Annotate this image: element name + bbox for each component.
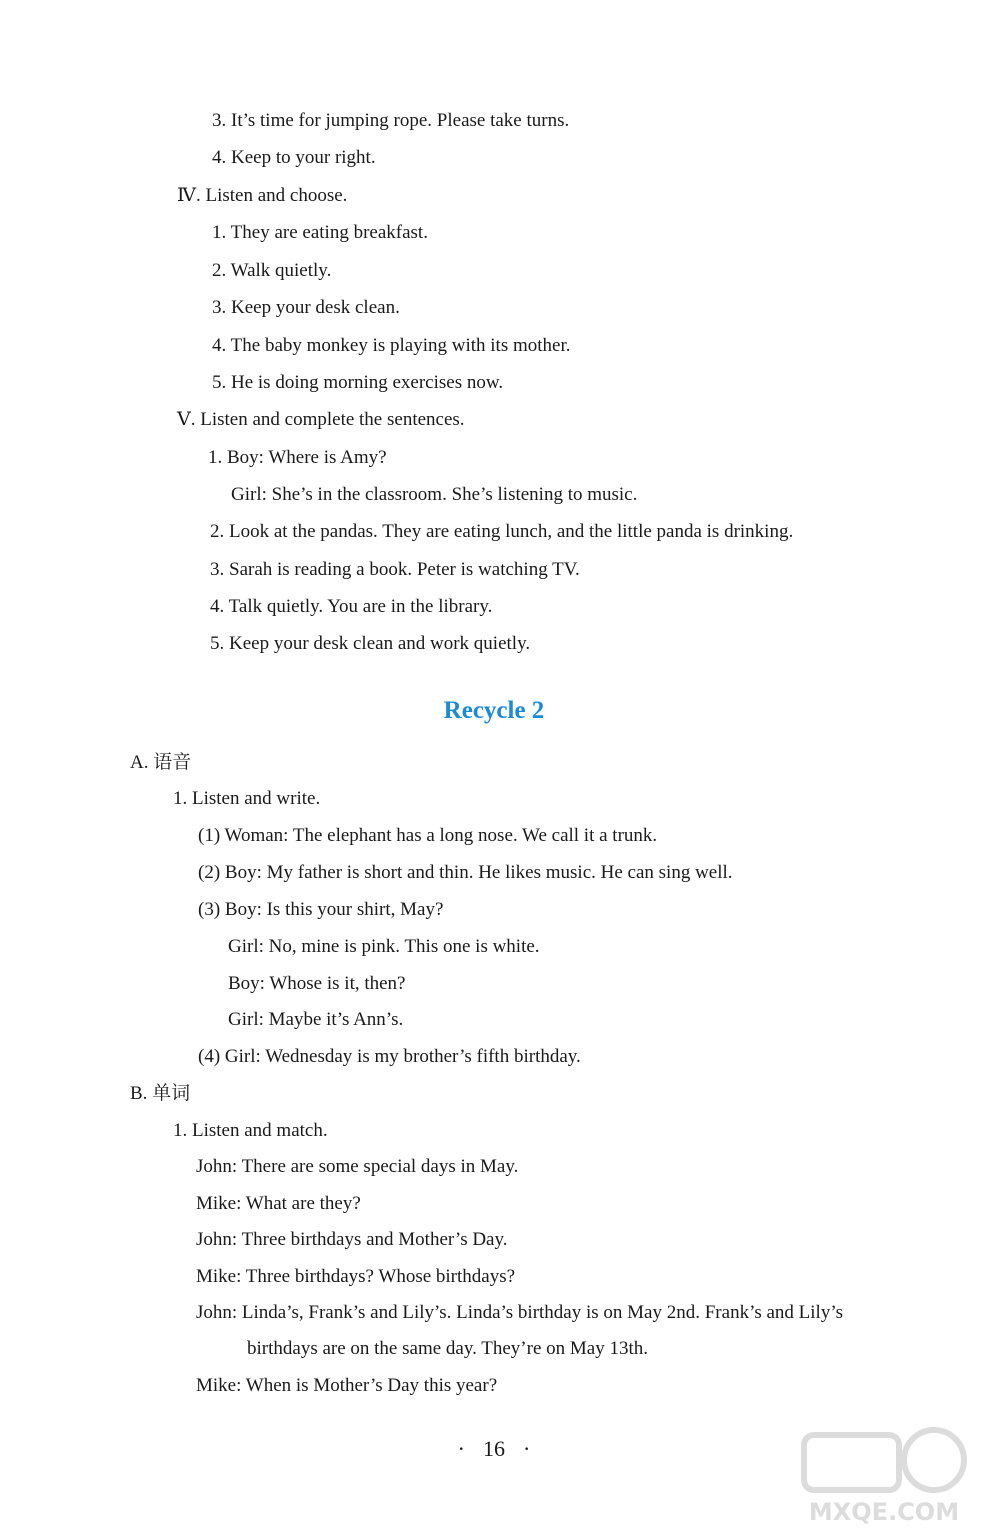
text-line: 5. Keep your desk clean and work quietly. — [210, 633, 531, 654]
page-number-value: 16 — [483, 1436, 505, 1461]
text-line: (2) Boy: My father is short and thin. He likes music. He can sing well. — [198, 862, 733, 883]
text-line: 4. Talk quietly. You are in the library. — [210, 596, 493, 617]
section-b-heading: B. 单词 — [130, 1083, 191, 1104]
text-line: 3. It’s time for jumping rope. Please take turns. — [212, 110, 570, 131]
text-line: birthdays are on the same day. They’re on May 13th. — [247, 1338, 648, 1359]
text-line: John: There are some special days in May. — [196, 1156, 519, 1177]
text-line: John: Linda’s, Frank’s and Lily’s. Linda’s birthday is on May 2nd. Frank’s and Lily’s — [196, 1302, 844, 1323]
text-line: Mike: What are they? — [196, 1193, 361, 1214]
text-line: 1. Boy: Where is Amy? — [208, 447, 387, 468]
text-line: Mike: Three birthdays? Whose birthdays? — [196, 1266, 516, 1287]
section-heading: Ⅴ. Listen and complete the sentences. — [177, 409, 465, 430]
bullet-dot: · — [457, 1436, 465, 1461]
text-line: (4) Girl: Wednesday is my brother’s fifth birthday. — [198, 1046, 581, 1067]
section-a-heading: A. 语音 — [130, 752, 192, 773]
text-line: 3. Keep your desk clean. — [212, 297, 400, 318]
text-line: 4. The baby monkey is playing with its mother. — [212, 335, 571, 356]
text-line: (3) Boy: Is this your shirt, May? — [198, 899, 444, 920]
text-line: 3. Sarah is reading a book. Peter is watching TV. — [210, 559, 580, 580]
text-line: 1. Listen and match. — [173, 1120, 328, 1141]
text-line: John: Three birthdays and Mother’s Day. — [196, 1229, 508, 1250]
text-line: Girl: She’s in the classroom. She’s listening to music. — [231, 484, 638, 505]
section-heading: Ⅳ. Listen and choose. — [177, 185, 348, 206]
text-line: Boy: Whose is it, then? — [228, 973, 406, 994]
text-line: 4. Keep to your right. — [212, 147, 376, 168]
bullet-dot: · — [523, 1436, 531, 1461]
page-title: Recycle 2 — [443, 697, 545, 724]
text-line: 5. He is doing morning exercises now. — [212, 372, 504, 393]
text-line: Mike: When is Mother’s Day this year? — [196, 1375, 498, 1396]
text-line: Girl: Maybe it’s Ann’s. — [228, 1009, 404, 1030]
text-line: 1. Listen and write. — [173, 788, 321, 809]
watermark-logo — [794, 1420, 974, 1530]
text-line: 2. Walk quietly. — [212, 260, 332, 281]
text-line: (1) Woman: The elephant has a long nose. We call it a trunk. — [198, 825, 658, 846]
watermark-text: MXQE.COM — [808, 1498, 960, 1526]
text-line: 2. Look at the pandas. They are eating lunch, and the little panda is drinking. — [210, 521, 794, 542]
text-line: 1. They are eating breakfast. — [212, 222, 428, 243]
text-line: Girl: No, mine is pink. This one is white. — [228, 936, 540, 957]
